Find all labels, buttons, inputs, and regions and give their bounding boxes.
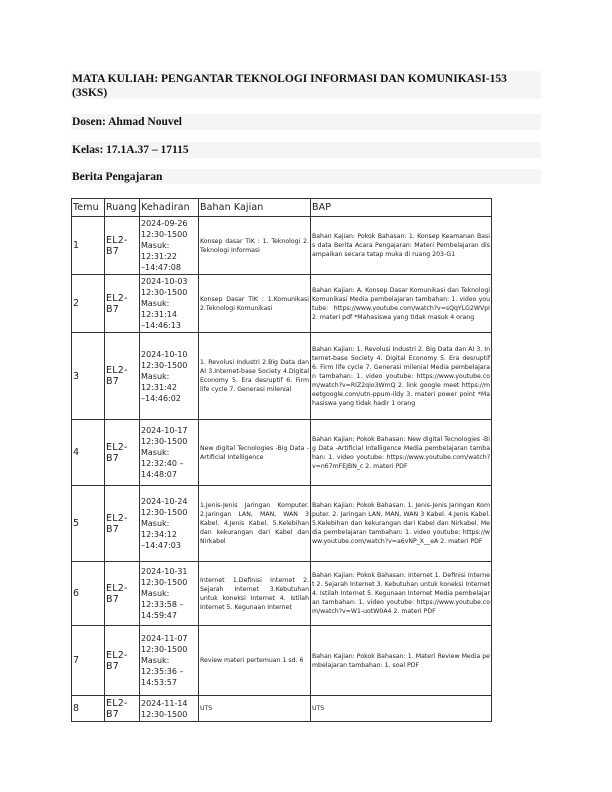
table-row: [72, 486, 492, 562]
cell-bahan-kajian: Review materi pertemuan 1 sd. 6: [199, 626, 311, 696]
table-row: [72, 217, 492, 275]
cell-bahan-kajian: 1.Jenis-Jenis Jaringan Komputer. 2.Jaringan LAN, MAN, WAN 3 Kabel. 4.Jenis Kabel. 5.Kelebihan dan kekurangan dari Kabel dan Nirkabel: [199, 486, 311, 562]
cell-ruang: EL2-B7: [105, 626, 140, 696]
cell-bap: Bahan Kajian: Pokok Bahasan: 1. Materi Review Media pembelajaran tambahan: 1. soal PDF: [311, 626, 492, 696]
cell-temu: 8: [72, 696, 105, 722]
cell-ruang: EL2-B7: [105, 275, 140, 333]
cell-kehadiran: 2024-11-07 12:30-1500 Masuk: 12:35:36 – 14:53:57: [140, 626, 199, 696]
cell-temu: 5: [72, 486, 105, 562]
column-header-bahan-kajian: Bahan Kajian: [199, 199, 311, 217]
cell-temu: 3: [72, 333, 105, 420]
cell-ruang: EL2-B7: [105, 486, 140, 562]
column-header-temu: Temu: [72, 199, 105, 217]
column-header-bap: BAP: [311, 199, 492, 217]
cell-ruang: EL2-B7: [105, 217, 140, 275]
cell-bap: Bahan Kajian: A. Konsep Dasar Komunikasi dan Teknologi Komunikasi Media pembelajaran tambahan: 1. video youtube: https://www.youtube.com/watch?v=sQqYLG2WVpI 2. materi pdf *Mahasiswa yang tidak masuk 4 orang: [311, 275, 492, 333]
cell-kehadiran: 2024-11-14 12:30-1500: [140, 696, 199, 722]
column-header-kehadiran: Kehadiran: [140, 199, 199, 217]
lecturer-block: [71, 114, 541, 130]
cell-kehadiran: 2024-10-03 12:30-1500 Masuk: 12:31:14 –14:46:13: [140, 275, 199, 333]
table-row: [72, 333, 492, 420]
cell-bahan-kajian: New digital Tecnologies -Big Data -Artificial Intelligence: [199, 420, 311, 486]
cell-kehadiran: 2024-10-31 12:30-1500 Masuk: 12:33:58 – 14:59:47: [140, 562, 199, 626]
section-heading: Berita Pengajaran: [72, 171, 163, 183]
cell-bahan-kajian: Konsep dasar TIK : 1. Teknologi 2. Teknologi Informasi: [199, 217, 311, 275]
cell-bahan-kajian: UTS: [199, 696, 311, 722]
cell-temu: 4: [72, 420, 105, 486]
cell-ruang: EL2-B7: [105, 420, 140, 486]
cell-bap: Bahan Kajian: Pokok Bahasan: Internet 1. Definisi Internet 2. Sejarah Internet 3. Kebutuhan untuk koneksi Internet 4. Istilah Internet 5. Kegunaan Internet Media pembelajaran tambahan: 1. video youtube: https://www.youtube.com/watch?v=W1-uotW0A4 2. materi PDF: [311, 562, 492, 626]
cell-temu: 6: [72, 562, 105, 626]
table-row: [72, 696, 492, 722]
table-row: [72, 626, 492, 696]
course-title-block: [71, 71, 541, 99]
cell-kehadiran: 2024-10-17 12:30-1500 Masuk: 12:32:40 – 14:48:07: [140, 420, 199, 486]
table-row: [72, 275, 492, 333]
table-header-row: [72, 199, 492, 217]
cell-kehadiran: 2024-09-26 12:30-1500 Masuk: 12:31:22 –14:47:08: [140, 217, 199, 275]
cell-ruang: EL2-B7: [105, 562, 140, 626]
cell-bap: Bahan Kajian: Pokok Bahasan: 1. Konsep Keamanan Basis data Berita Acara Pengajaran: Materi Pembelajaran disampaikan secara tatap muka di ruang 203-G1: [311, 217, 492, 275]
cell-bap: UTS: [311, 696, 492, 722]
cell-temu: 1: [72, 217, 105, 275]
cell-bahan-kajian: 1. Revolusi Industri 2.Big Data dan AI 3.Internet-base Society 4.Digital Economy 5. Era desruptif 6. Firm life cycle 7. Generasi milenial: [199, 333, 311, 420]
cell-bahan-kajian: Konsep Dasar TIK : 1.Komunikasi 2.Teknologi Komunikasi: [199, 275, 311, 333]
course-title: MATA KULIAH: PENGANTAR TEKNOLOGI INFORMASI DAN KOMUNIKASI-153 (3SKS): [72, 73, 507, 99]
cell-bap: Bahan Kajian: 1. Revolusi Industri 2. Big Data dan AI 3. Internet-base Society 4. Digital Economy 5. Era desruptif 6. Firm life cycle 7. Generasi milenial Media pembelajaran tambahan: 1. video youtube: https://www.youtube.com/watch?v=RIZ2qio3WmQ 2. link google meet https://meetgoogle.com/utn-ppum-ildy 3. materi power point *Mahasiswa yang tidak hadir 1 orang: [311, 333, 492, 420]
lecturer-name: Dosen: Ahmad Nouvel: [72, 116, 182, 128]
column-header-ruang: Ruang: [105, 199, 140, 217]
section-heading-block: [71, 169, 541, 184]
cell-bap: Bahan Kajian: Pokok Bahasan: New digital Tecnologies -Big Data -Artificial Intelligence Media pembelajaran tambahan: 1. video youtube: https://www.youtube.com/watch?v=n67mFEJBN_c 2. materi PDF: [311, 420, 492, 486]
class-block: [71, 142, 541, 158]
cell-temu: 2: [72, 275, 105, 333]
class-code: Kelas: 17.1A.37 – 17115: [72, 144, 189, 156]
teaching-schedule-table: [71, 198, 492, 722]
cell-kehadiran: 2024-10-24 12:30-1500 Masuk: 12:34:12 –14:47:03: [140, 486, 199, 562]
table-row: [72, 562, 492, 626]
cell-ruang: EL2-B7: [105, 333, 140, 420]
cell-ruang: EL2-B7: [105, 696, 140, 722]
cell-temu: 7: [72, 626, 105, 696]
table-row: [72, 420, 492, 486]
cell-bap: Bahan Kajian: Pokok Bahasan: 1. Jenis-Jenis Jaringan Komputer. 2. Jaringan LAN, MAN, WAN 3 Kabel. 4.Jenis Kabel. 5.Kelebihan dan kekurangan dari Kabel dan Nirkabel. Media pembelajaran tambahan: 1. video youtube: https://www.youtube.com/watch?v=a6vNP_X__eA 2. materi PDF: [311, 486, 492, 562]
cell-bahan-kajian: Internet 1.Definisi Internet 2. Sejarah Internet 3.Kebutuhan untuk koneksi Internet 4. Istilah Internet 5. Kegunaan Internet: [199, 562, 311, 626]
cell-kehadiran: 2024-10-10 12:30-1500 Masuk: 12:31:42 –14:46:02: [140, 333, 199, 420]
